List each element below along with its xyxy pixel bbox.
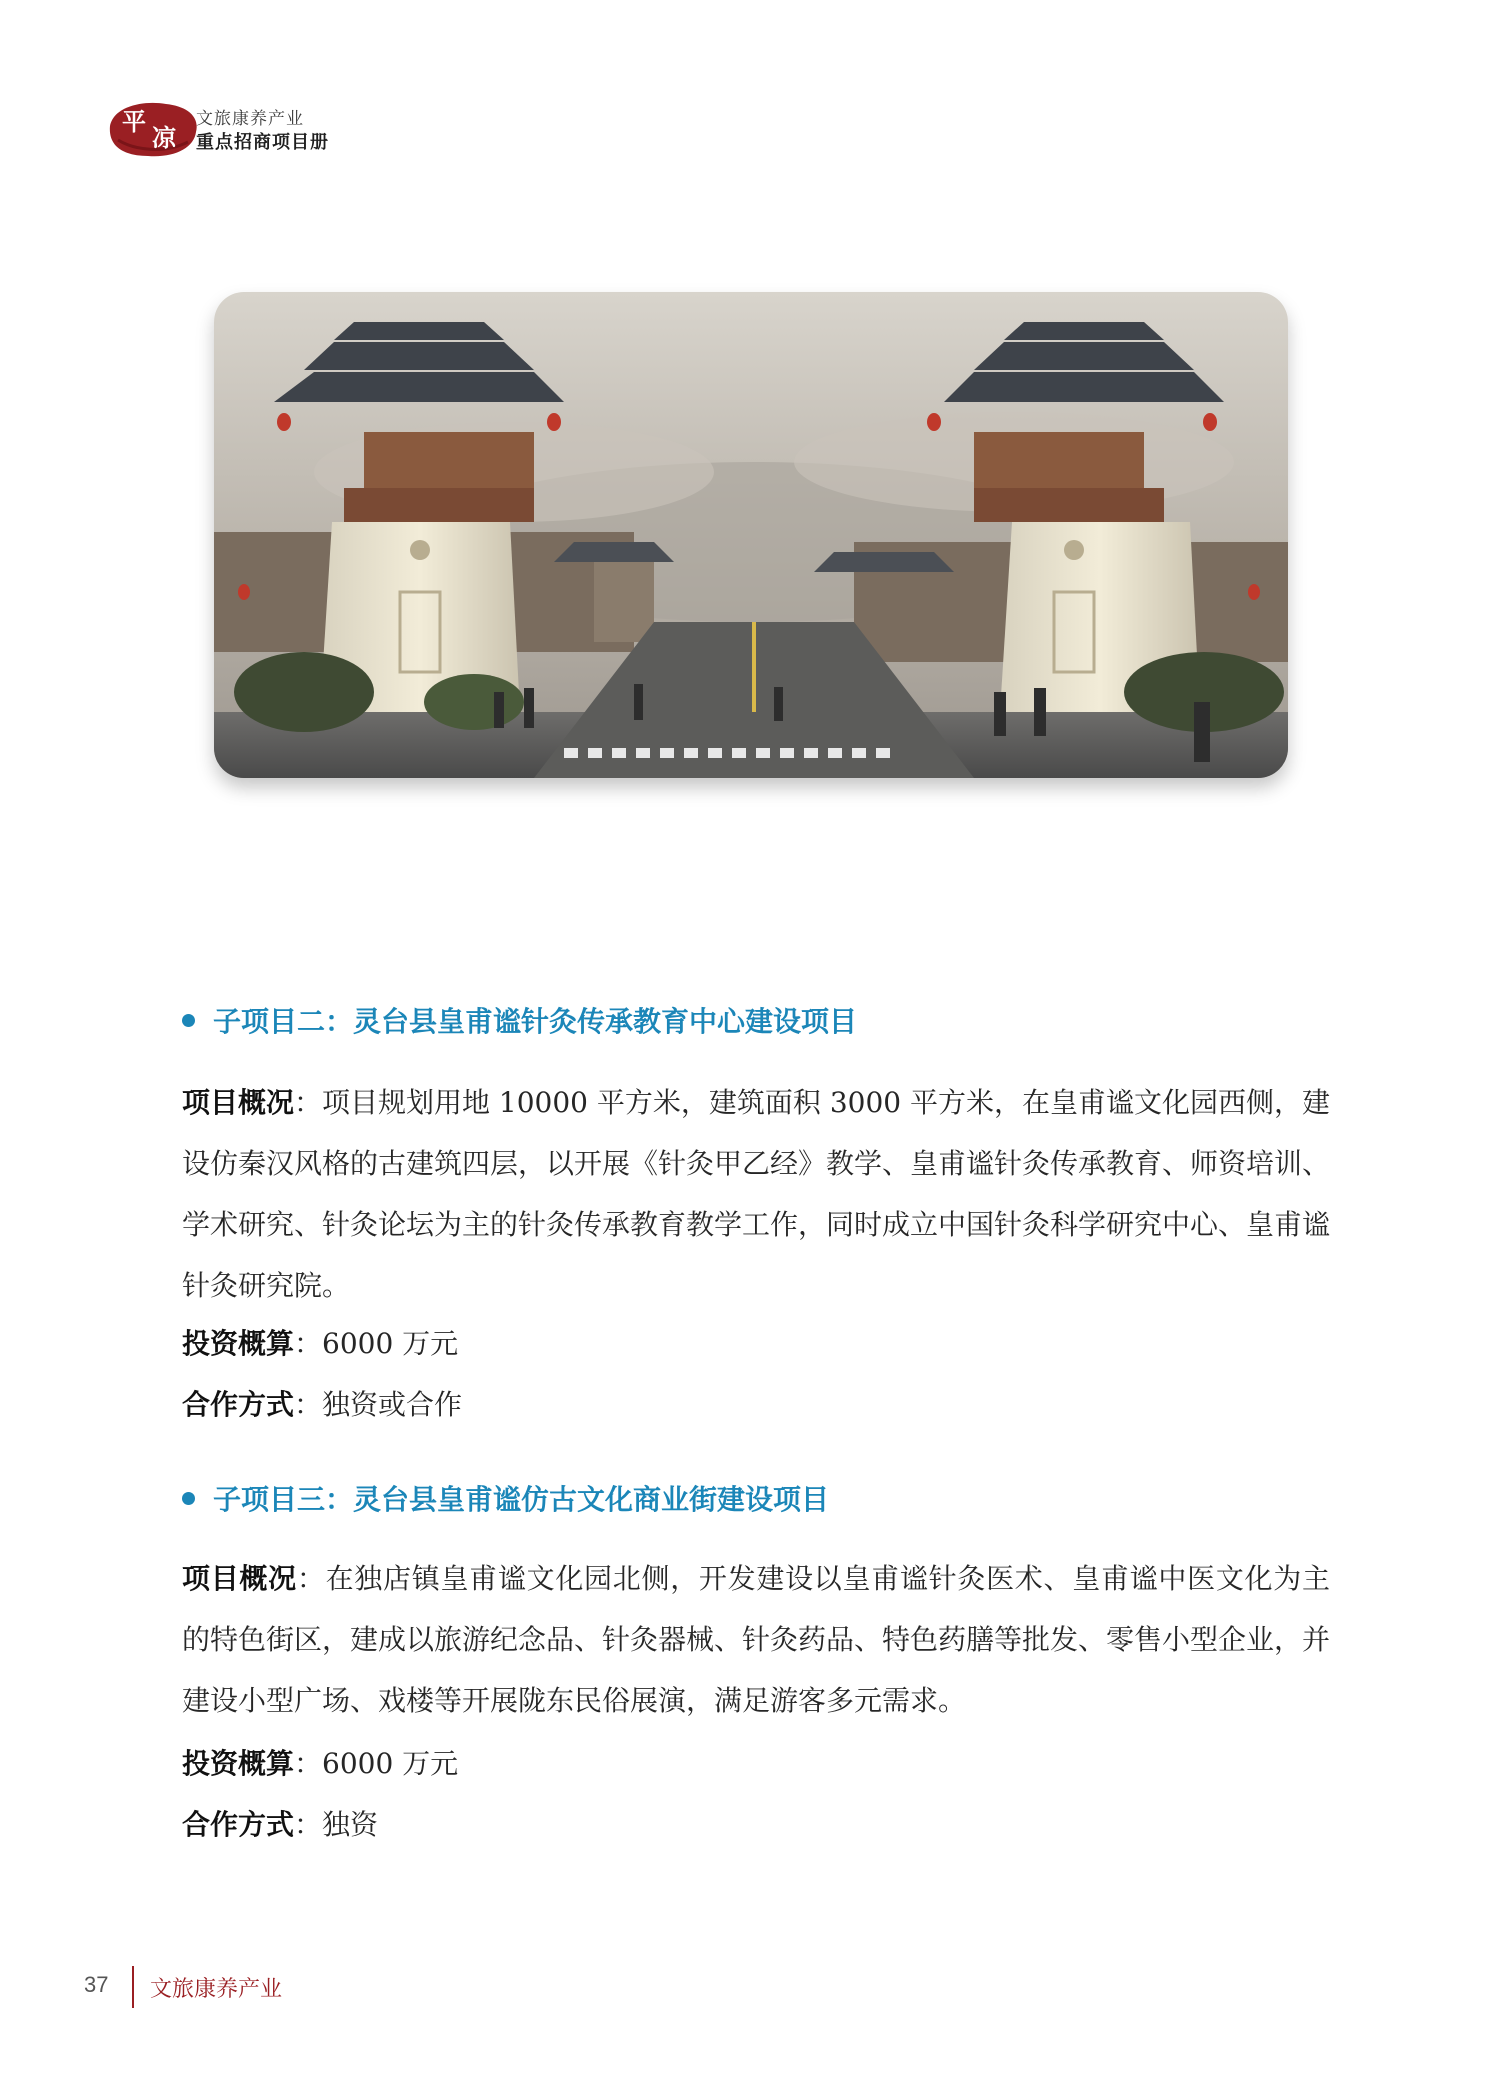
- section2-cooperation: [182, 1383, 462, 1423]
- footer-divider: [132, 1966, 134, 2008]
- footer-label: 文旅康养产业: [150, 1977, 283, 2002]
- svg-text:凉: 凉: [152, 123, 176, 152]
- hero-image: [214, 292, 1288, 778]
- section2-overview: [182, 1072, 1330, 1316]
- investment-value: ：6000 万元: [294, 1327, 459, 1360]
- investment-value: ：6000 万元: [294, 1747, 459, 1780]
- investment-label: 投资概算: [182, 1327, 295, 1360]
- section-title: 子项目二：灵台县皇甫谧针灸传承教育中心建设项目: [213, 1005, 858, 1038]
- overview-text: ：项目规划用地 10000 平方米，建筑面积 3000 平方米，在皇甫谧文化园西侧，建设仿秦汉风格的古建筑四层，以开展《针灸甲乙经》教学、皇甫谧针灸传承教育、师资培训、学术研究、针灸论坛为主的针灸传承教育教学工作，同时成立中国针灸科学研究中心、皇甫谧针灸研究院。: [182, 1086, 1331, 1302]
- cooperation-value: ：独资: [294, 1808, 379, 1841]
- overview-text: ：在独店镇皇甫谧文化园北侧，开发建设以皇甫谧针灸医术、皇甫谧中医文化为主的特色街区，建成以旅游纪念品、针灸器械、针灸药品、特色药膳等批发、零售小型企业，并建设小型广场、戏楼等开展陇东民俗展演，满足游客多元需求。: [182, 1562, 1331, 1717]
- section3-investment: [182, 1742, 458, 1782]
- page-header: [104, 96, 424, 166]
- section-heading-subproject-2: [182, 1000, 857, 1040]
- bullet-dot-icon: [182, 1014, 195, 1027]
- cooperation-label: 合作方式: [182, 1388, 295, 1421]
- pingliang-seal-logo: [104, 96, 204, 162]
- section-title: 子项目三：灵台县皇甫谧仿古文化商业街建设项目: [213, 1483, 830, 1516]
- svg-text:平: 平: [122, 107, 146, 136]
- investment-label: 投资概算: [182, 1747, 295, 1780]
- section3-cooperation: [182, 1803, 378, 1843]
- ancient-gate-towers-image: [214, 292, 1288, 778]
- overview-label: 项目概况: [182, 1562, 297, 1595]
- section-heading-subproject-3: [182, 1478, 829, 1518]
- cooperation-label: 合作方式: [182, 1808, 295, 1841]
- page-number: 37: [84, 1972, 109, 1997]
- overview-label: 项目概况: [182, 1086, 295, 1119]
- cooperation-value: ：独资或合作: [294, 1388, 463, 1421]
- section2-investment: [182, 1322, 458, 1362]
- header-title: 重点招商项目册: [196, 132, 329, 153]
- bullet-dot-icon: [182, 1492, 195, 1505]
- section3-overview: [182, 1548, 1330, 1731]
- header-subtitle: 文旅康养产业: [196, 109, 304, 129]
